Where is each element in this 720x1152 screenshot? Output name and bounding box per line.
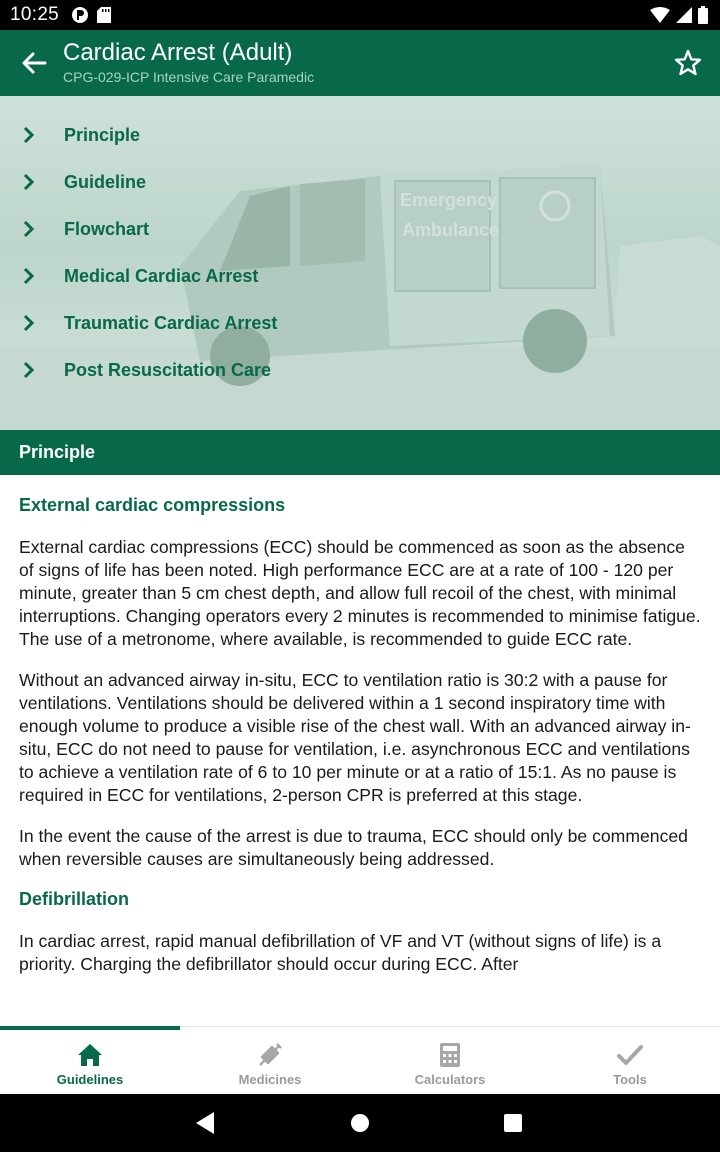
sd-card-icon (97, 7, 111, 23)
toc-item-guideline[interactable] (0, 159, 720, 206)
home-icon (77, 1042, 103, 1068)
calculator-icon (437, 1042, 463, 1068)
nav-label: Calculators (414, 1072, 486, 1087)
toc-item-flowchart[interactable] (0, 206, 720, 253)
nav-label: Guidelines (56, 1072, 124, 1087)
vehicle-text-2: Ambulance (402, 220, 500, 240)
nav-calculators[interactable] (360, 1027, 540, 1095)
toc-label: Flowchart (64, 219, 150, 239)
nav-tools[interactable] (540, 1027, 720, 1095)
toc-item-traumatic-cardiac-arrest[interactable] (0, 300, 720, 347)
nav-label: Medicines (238, 1072, 302, 1087)
status-bar (0, 0, 720, 30)
nav-medicines[interactable] (180, 1027, 360, 1095)
status-time: 10:25 (10, 4, 60, 25)
hero-banner (0, 96, 720, 430)
system-navigation-bar (0, 1094, 720, 1152)
home-circle-icon[interactable] (345, 1108, 375, 1138)
vehicle-text-1: Emergency (400, 190, 498, 210)
toc-item-principle[interactable] (0, 112, 720, 159)
content-paragraph: In cardiac arrest, rapid manual defibrillation of VF and VT (without signs of life) is a priority. Charging the defibrillator should occur during ECC. After (19, 931, 662, 974)
chevron-right-icon (20, 360, 38, 380)
nav-label: Tools (613, 1072, 647, 1087)
arrow-left-icon[interactable] (18, 47, 50, 79)
media-icon (71, 6, 89, 24)
check-icon (617, 1042, 643, 1068)
nav-guidelines[interactable] (0, 1027, 180, 1095)
toc-item-post-resuscitation-care[interactable] (0, 347, 720, 394)
bottom-navigation (0, 1026, 720, 1095)
chevron-right-icon (20, 266, 38, 286)
signal-icon (676, 7, 692, 23)
page-subtitle: CPG-029-ICP Intensive Care Paramedic (63, 69, 315, 85)
toc-label: Traumatic Cardiac Arrest (64, 313, 278, 333)
wifi-icon (650, 7, 670, 23)
table-of-contents (0, 112, 720, 394)
content-heading: External cardiac compressions (19, 495, 286, 515)
toc-item-medical-cardiac-arrest[interactable] (0, 253, 720, 300)
back-triangle-icon[interactable] (190, 1108, 220, 1138)
content-heading: Defibrillation (19, 889, 130, 909)
active-tab-indicator (0, 1026, 180, 1030)
chevron-right-icon (20, 172, 38, 192)
toc-label: Post Resuscitation Care (64, 360, 272, 380)
chevron-right-icon (20, 219, 38, 239)
content-paragraph: External cardiac compressions (ECC) should be commenced as soon as the absence of signs of life has been noted. High performance ECC are at a rate of 100 - 120 per minute, greater than 5 cm chest depth, and allow full recoil of the chest, with minimal interruptions. Changing operators every 2 minutes is recommended to minimise fatigue. The use of a metronome, where available, is recommended to guide ECC rate. (19, 537, 701, 649)
content-scroll[interactable] (0, 475, 720, 1026)
chevron-right-icon (20, 125, 38, 145)
chevron-right-icon (20, 313, 38, 333)
toc-label: Guideline (64, 172, 147, 192)
page-title: Cardiac Arrest (Adult) (63, 39, 293, 66)
battery-icon (698, 6, 708, 24)
app-bar (0, 30, 720, 96)
content-paragraph: In the event the cause of the arrest is due to trauma, ECC should only be commenced when reversible causes are simultaneously being addressed. (19, 826, 688, 869)
section-title: Principle (19, 442, 96, 462)
toc-label: Medical Cardiac Arrest (64, 266, 259, 286)
syringe-icon (257, 1042, 283, 1068)
content-paragraph: Without an advanced airway in-situ, ECC to ventilation ratio is 30:2 with a pause for ventilations. Ventilations should be delivered within a 1 second inspiratory time with enough volume to produce a visible rise of the chest wall. With an advanced airway in-situ, ECC do not need to pause for ventilation, i.e. asynchronous ECC and ventilations to achieve a ventilation rate of 6 to 10 per minute or at a ratio of 15:1. As no pause is required in ECC for ventilations, 2-person CPR is preferred at this stage. (19, 670, 691, 805)
star-outline-icon[interactable] (672, 47, 704, 79)
toc-label: Principle (64, 125, 141, 145)
section-header (0, 430, 720, 475)
recents-square-icon[interactable] (498, 1108, 528, 1138)
